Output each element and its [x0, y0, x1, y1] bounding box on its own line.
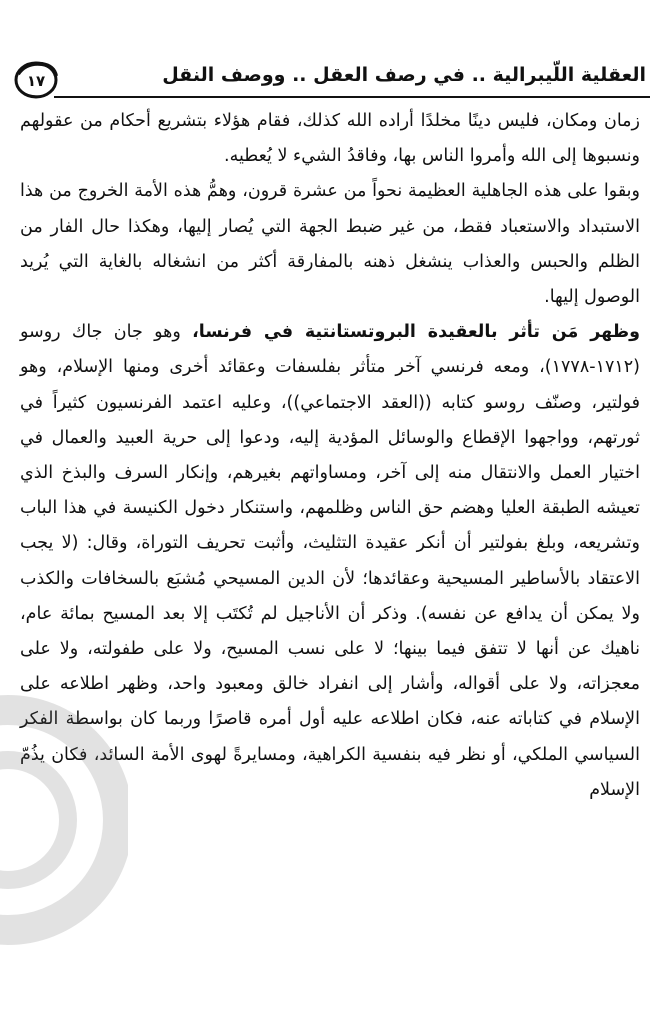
page-number: ١٧ [26, 72, 46, 90]
page-header [14, 58, 650, 98]
paragraph-3-text: وهو جان جاك روسو (١٧١٢-١٧٧٨)، ومعه فرنسي آخر متأثر بفلسفات وعقائد أخرى ومنها الإسلام، وهو فولتير، وصنّف روسو كتابه ((العقد الاجتماعي))، وعليه اعتمد الفرنسيون كثيراً في ثورتهم، وواجهوا الإقطاع والوسائل المؤدية إليه، ودعوا إلى حرية العبيد والعمال في اختيار العمل والانتقال منه إلى آخر، ومساواتهم بغيرهم، وإنكار السرف والبذخ الذي تعيشه الطبقة العليا وهضم حق الناس وظلمهم، واستنكار دخول الكنيسة في هذا الباب وتشريعه، وبلغ بفولتير أن أنكر عقيدة التثليث، وأثبت تحريف التوراة، وقال: (لا يجب الاعتقاد بالأساطير المسيحية وعقائدها؛ لأن الدين المسيحي مُشبَع بالسخافات والكذب ولا يمكن أن يدافع عن نفسه). وذكر أن الأناجيل لم تُكتَب إلا بعد المسيح بمائة عام، ناهيك عن أنها لا تتفق فيما بينها؛ لا على نسب المسيح، ولا على طفولته، ولا على معجزاته، ولا على أقواله، وأشار إلى انفراد خالق ومعبود واحد، وظهر اطلاعه على الإسلام في كتاباته عنه، فكان اطلاعه عليه أول أمره قاصرًا وربما كان بواسطة الفكر السياسي الملكي، أو نظر فيه بنفسية الكراهية، ومسايرةً لهوى الأمة السائد، فكان يذُمّ الإسلام [20, 322, 640, 800]
page-number-badge [14, 60, 58, 100]
watermark-decoration [0, 640, 128, 1000]
running-title: العقلية اللّيبرالية .. في رصف العقل .. ووصف النقل [162, 64, 646, 86]
header-divider [54, 96, 650, 98]
paragraph-1: زمان ومكان، فليس دينًا مخلدًا أراده الله كذلك، فقام هؤلاء بتشريع أحكام من عقولهم ونسبوها إلى الله وأمروا الناس بها، وفاقدُ الشيء لا يُعطيه. [20, 111, 640, 167]
paragraph-3-lead: وظهر مَن تأثر بالعقيدة البروتستانتية في فرنسا، [192, 322, 640, 343]
paragraph-2: وبقوا على هذه الجاهلية العظيمة نحواً من عشرة قرون، وهمُّ هذه الأمة الخروج من هذا الاستبداد والاستعباد فقط، من غير ضبط الجهة التي يُصار إليها، وهكذا حال الفار من الظلم والحبس والعذاب ينشغل ذهنه بالمفارقة أكثر من انشغاله بالغاية التي يُريد الوصول إليها. [20, 181, 640, 308]
